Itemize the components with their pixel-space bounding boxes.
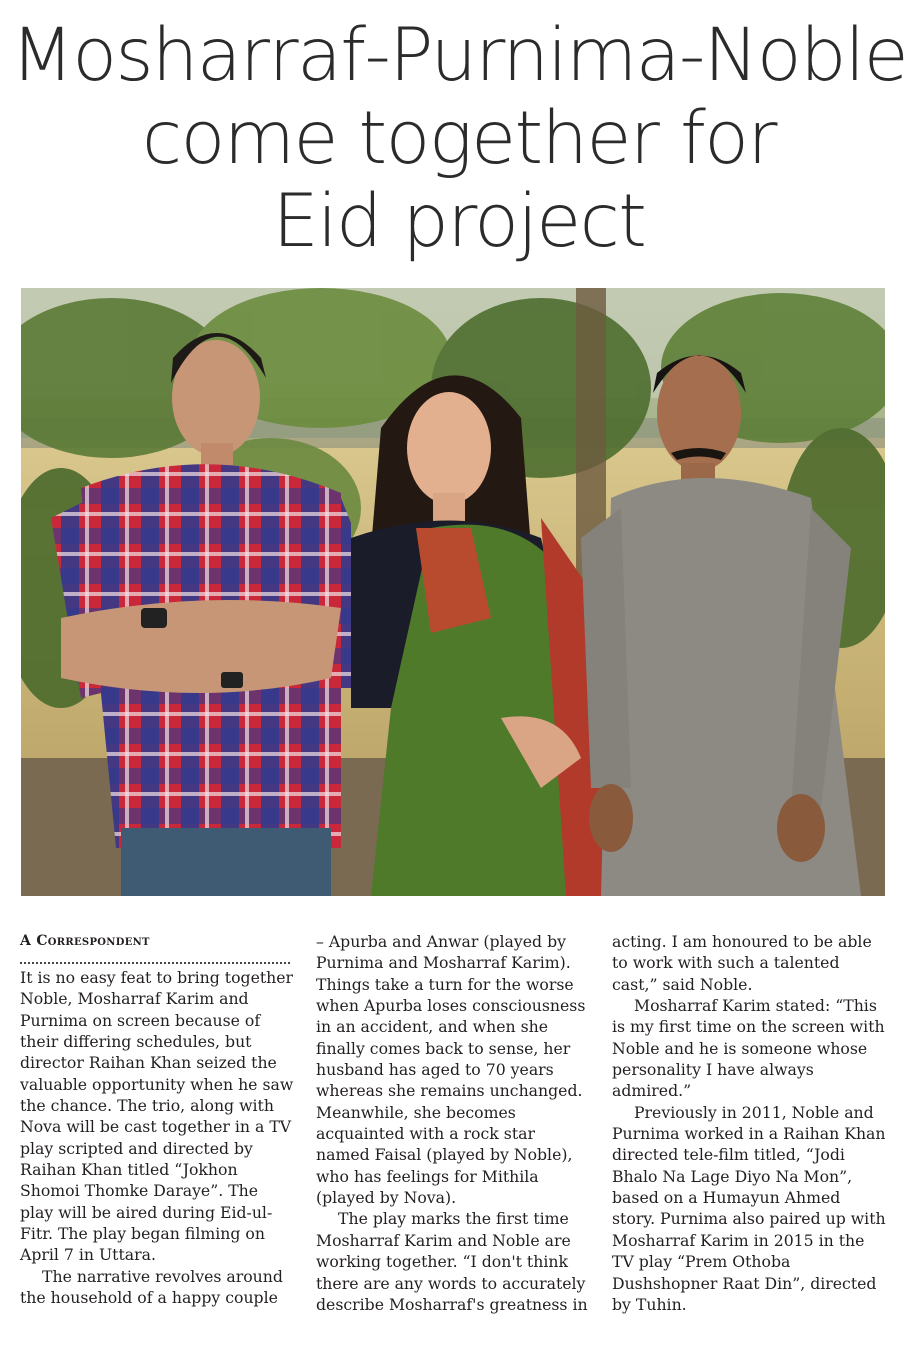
paragraph: The narrative revolves around the household of a happy couple (20, 1266, 283, 1308)
byline: A Correspondent (20, 933, 150, 949)
headline-line-1: Mosharraf-Purnima-Noble (10, 13, 908, 98)
paragraph: Mosharraf Karim stated: “This is my first time on the screen with Noble and he is someone whose personality I have always admired.” (612, 996, 885, 1101)
article-column-2 (316, 931, 592, 1315)
headline-line-2: come together for (142, 96, 776, 181)
paragraph: The play marks the first time Mosharraf Karim and Noble are working together. “I don't think there are any words to accurately describe Mosharraf's greatness in (316, 1209, 588, 1314)
article-column-3 (612, 931, 887, 1315)
paragraph: It is no easy feat to bring together Noble, Mosharraf Karim and Purnima on screen because of their differing schedules, but director Raihan Khan seized the valuable opportunity when he saw the chance. The trio, along with Nova will be cast together in a TV play scripted and directed by Raihan Khan titled “Jokhon Shomoi Thomke Daraye”. The play will be aired during Eid-ul-Fitr. The play began filming on April 7 in Uttara. (20, 968, 294, 1265)
byline-divider (20, 954, 290, 964)
paragraph: – Apurba and Anwar (played by Purnima and Mosharraf Karim). Things take a turn for the worse when Apurba loses consciousness in an accident, and when she finally comes back to sense, her husband has aged to 70 years whereas she remains unchanged. Meanwhile, she becomes acquainted with a rock star named Faisal (played by Noble), who has feelings for Mithila (played by Nova). (316, 932, 586, 1208)
headline-line-3: Eid project (272, 179, 646, 264)
paragraph: acting. I am honoured to be able to work with such a talented cast,” said Noble. (612, 932, 872, 994)
paragraph: Previously in 2011, Noble and Purnima worked in a Raihan Khan directed tele-film titled, “Jodi Bhalo Na Lage Diyo Na Mon”, based on a Humayun Ahmed story. Purnima also paired up with Mosharraf Karim in 2015 in the TV play “Prem Othoba Dushshopner Raat Din”, directed by Tuhin. (612, 1102, 886, 1314)
group-portrait-photo (21, 288, 885, 896)
article-column-1 (20, 931, 296, 1309)
headline (0, 14, 918, 263)
